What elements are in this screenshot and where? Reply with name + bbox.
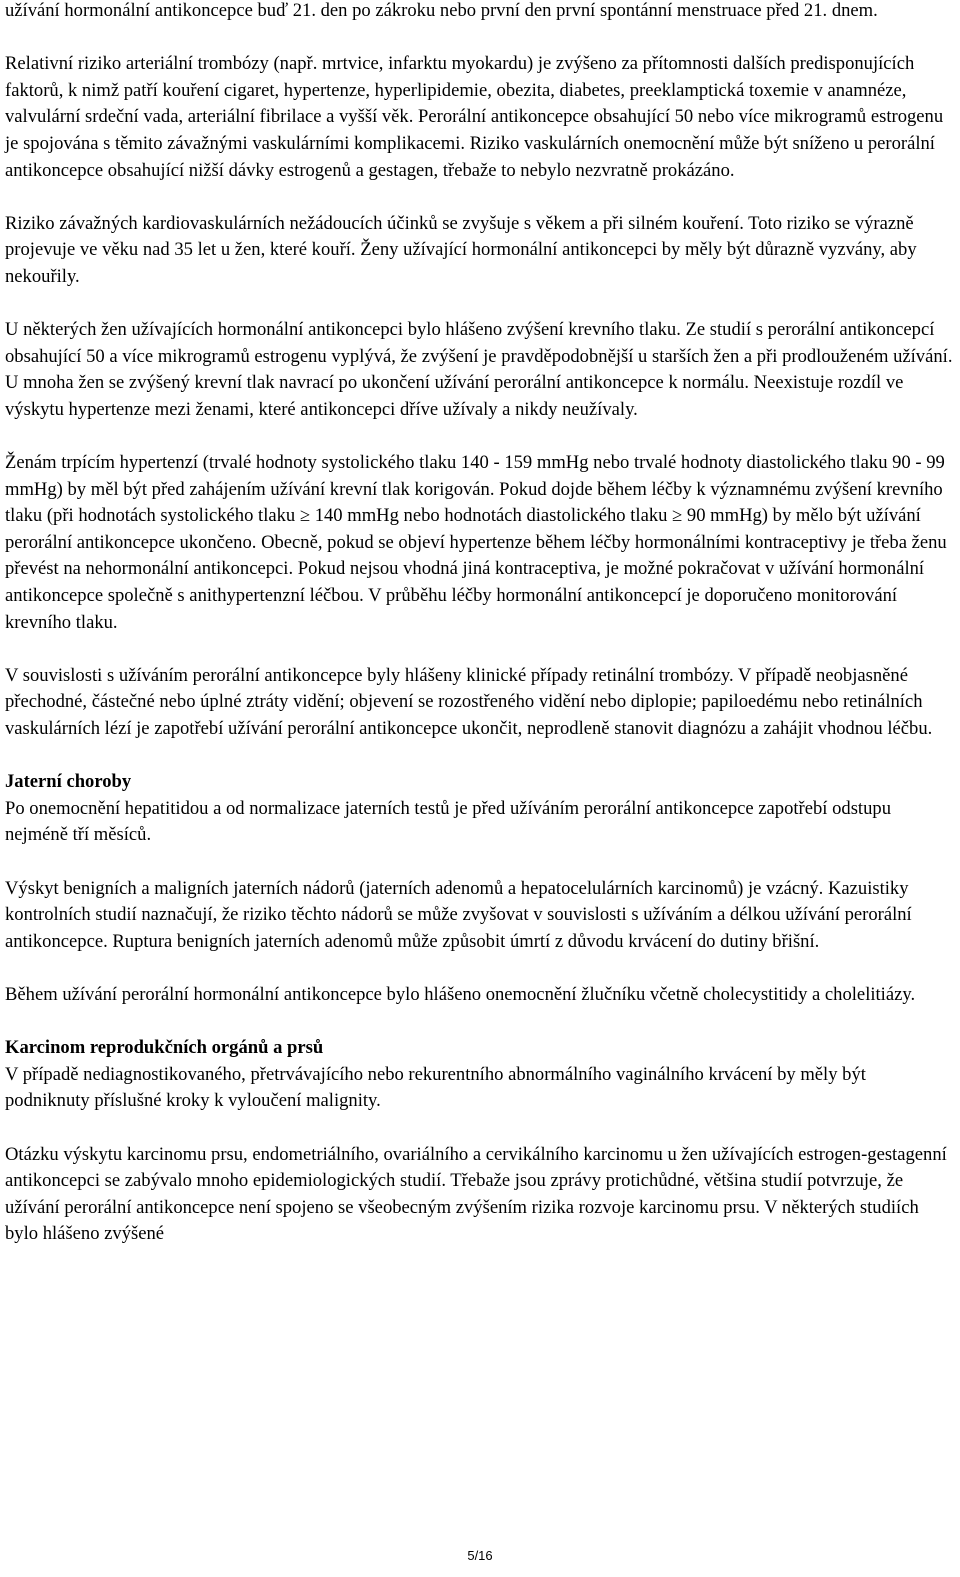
paragraph-hepatitis: Po onemocnění hepatitidou a od normalizace jaterních testů je před užíváním perorální antikoncepce zapotřebí odstupu nejméně tří měsíců. [5,797,891,846]
paragraph-retinal-thrombosis: V souvislosti s užíváním perorální antikoncepce byly hlášeny klinické případy retinální trombózy. V případě neobjasněné přechodné, částečné nebo úplné ztráty vidění; objevení se rozostřeného vidění nebo diplopie; papiloedému nebo retinálních vaskulárních lézí je zapotřebí užívání perorální antikoncepce ukončit, neprodleně stanovit diagnózu a zahájit vhodnou léčbu. [5,664,933,740]
heading-liver-diseases: Jaterní choroby [5,771,132,793]
heading-reproductive-cancer: Karcinom reprodukčních orgánů a prsů [5,1037,324,1059]
paragraph-liver-tumors: Výskyt benigních a maligních jaterních nádorů (jaterních adenomů a hepatocelulárních karcinomů) je vzácný. Kazuistiky kontrolních studií naznačují, že riziko těchto nádorů se může zvyšovat v souvislosti s užíváním a délkou užívání perorální antikoncepce. Ruptura benigních jaterních adenomů může způsobit úmrtí z důvodu krvácení do dutiny břišní. [5,877,912,952]
paragraph-breast-cancer: Otázku výskytu karcinomu prsu, endometriálního, ovariálního a cervikálního karcinomu u žen užívajících estrogen-gestagenní antikoncepci se zabývalo mnoho epidemiologických studií. Třebaže jsou zprávy protichůdné, většina studií potvrzuje, že užívání perorální antikoncepce není spojeno se všeobecným zvýšením rizika rozvoje karcinomu prsu. V některých studiích bylo hlášeno zvýšené [5,1143,947,1245]
paragraph-hypertension: Ženám trpícím hypertenzí (trvalé hodnoty systolického tlaku 140 - 159 mmHg nebo trvalé hodnoty diastolického tlaku 90 - 99 mmHg) by měl být před zahájením užívání krevní tlak korigován. Pokud dojde během léčby k významnému zvýšení krevního tlaku (při hodnotách systolického tlaku ≥ 140 mmHg nebo hodnotách diastolického tlaku ≥ 90 mmHg) by mělo být užívání perorální antikoncepce ukončeno. Obecně, pokud se objeví hypertenze během léčby hormonálními kontraceptivy je třeba ženu převést na nehormonální antikoncepci. Pokud nejsou vhodná jiná kontraceptiva, je možné pokračovat v užívání hormonální antikoncepce společně s anithypertenzní léčbou. V průběhu léčby hormonální antikoncepcí je doporučeno monitorování krevního tlaku. [5,452,947,633]
document-page [5,0,955,1248]
paragraph-vaginal-bleeding: V případě nediagnostikovaného, přetrvávajícího nebo rekurentního abnormálního vaginálního krvácení by měly být podniknuty příslušné kroky k vyloučení malignity. [5,1063,866,1112]
paragraph-arterial-thrombosis: Relativní riziko arteriální trombózy (např. mrtvice, infarktu myokardu) je zvýšeno za přítomnosti dalších predisponujících faktorů, k nimž patří kouření cigaret, hypertenze, hyperlipidemie, obezita, diabetes, preeklamptická toxemie v anamnéze, valvulární srdeční vada, arteriální fibrilace a vyšší věk. Perorální antikoncepce obsahující 50 nebo více mikrogramů estrogenu je spojována s těmito závažnými vaskulárními komplikacemi. Riziko vaskulárních onemocnění může být sníženo u perorální antikoncepce obsahující nižší dávky estrogenů a gestagen, třebaže to nebylo nezvratně prokázáno. [5,53,944,181]
paragraph-intro: užívání hormonální antikoncepce buď 21. den po zákroku nebo první den první spontánní menstruace před 21. dnem. [5,0,878,21]
paragraph-blood-pressure: U některých žen užívajících hormonální antikoncepci bylo hlášeno zvýšení krevního tlaku. Ze studií s perorální antikoncepcí obsahující 50 a více mikrogramů estrogenu vyplývá, že zvýšení je pravděpodobnější u starších žen a při prodlouženém užívání. U mnoha žen se zvýšený krevní tlak navrací po ukončení užívání perorální antikoncepce k normálu. Neexistuje rozdíl ve výskytu hypertenze mezi ženami, které antikoncepci dříve užívaly a nikdy neužívaly. [5,319,953,420]
paragraph-gallbladder: Během užívání perorální hormonální antikoncepce bylo hlášeno onemocnění žlučníku včetně cholecystitidy a cholelitiázy. [5,983,916,1005]
page-number: 5/16 [467,1548,493,1563]
paragraph-cardiovascular-risk: Riziko závažných kardiovaskulárních nežádoucích účinků se zvyšuje s věkem a při silném kouření. Toto riziko se výrazně projevuje ve věku nad 35 let u žen, které kouří. Ženy užívající hormonální antikoncepci by měly být důrazně vyzvány, aby nekouřily. [5,212,917,287]
